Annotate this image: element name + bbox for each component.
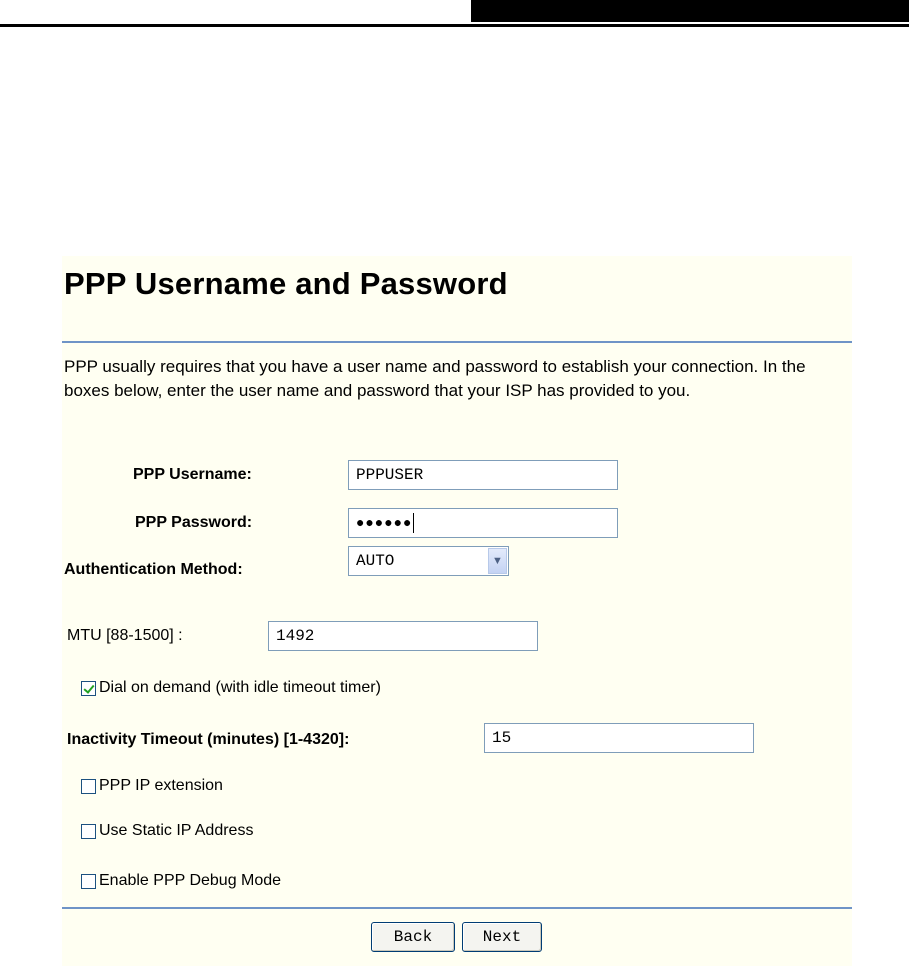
debug-mode-checkbox[interactable] [81,874,96,889]
page-description: PPP usually requires that you have a user name and password to establish your connection. In the boxes below, enter the user name and password that your ISP has provided to you. [64,357,806,400]
header-rule [0,24,909,27]
auth-method-value: AUTO [356,552,395,570]
ppp-ip-extension-label: PPP IP extension [99,777,223,794]
mtu-input[interactable] [268,621,538,651]
auth-method-label: Authentication Method: [64,561,243,578]
mtu-label: MTU [88-1500] : [67,627,183,644]
debug-mode-label: Enable PPP Debug Mode [99,872,282,889]
auth-method-select[interactable] [348,546,509,576]
chevron-down-icon[interactable]: ▼ [488,548,507,574]
inactivity-timeout-input[interactable] [484,723,754,753]
inactivity-timeout-label: Inactivity Timeout (minutes) [1-4320]: [67,731,350,748]
ppp-ip-extension-checkbox[interactable] [81,779,96,794]
password-masked-value: ●●●●●● [356,516,413,532]
username-value: PPPUSER [356,466,424,484]
static-ip-checkbox[interactable] [81,824,96,839]
username-label: PPP Username: [133,466,252,483]
text-caret [413,513,414,533]
password-label: PPP Password: [135,514,253,531]
back-button[interactable]: Back [371,922,455,952]
mtu-value: 1492 [276,627,315,645]
inactivity-timeout-value: 15 [492,729,512,747]
bottom-divider [62,907,852,909]
page-title: PPP Username and Password [64,266,508,301]
dial-on-demand-checkbox[interactable] [81,681,96,696]
dial-on-demand-label: Dial on demand (with idle timeout timer) [99,679,381,696]
next-button[interactable]: Next [462,922,542,952]
static-ip-label: Use Static IP Address [99,822,254,839]
password-input[interactable] [348,508,618,538]
header-bar [471,0,909,22]
top-divider [62,341,852,343]
username-input[interactable] [348,460,618,490]
